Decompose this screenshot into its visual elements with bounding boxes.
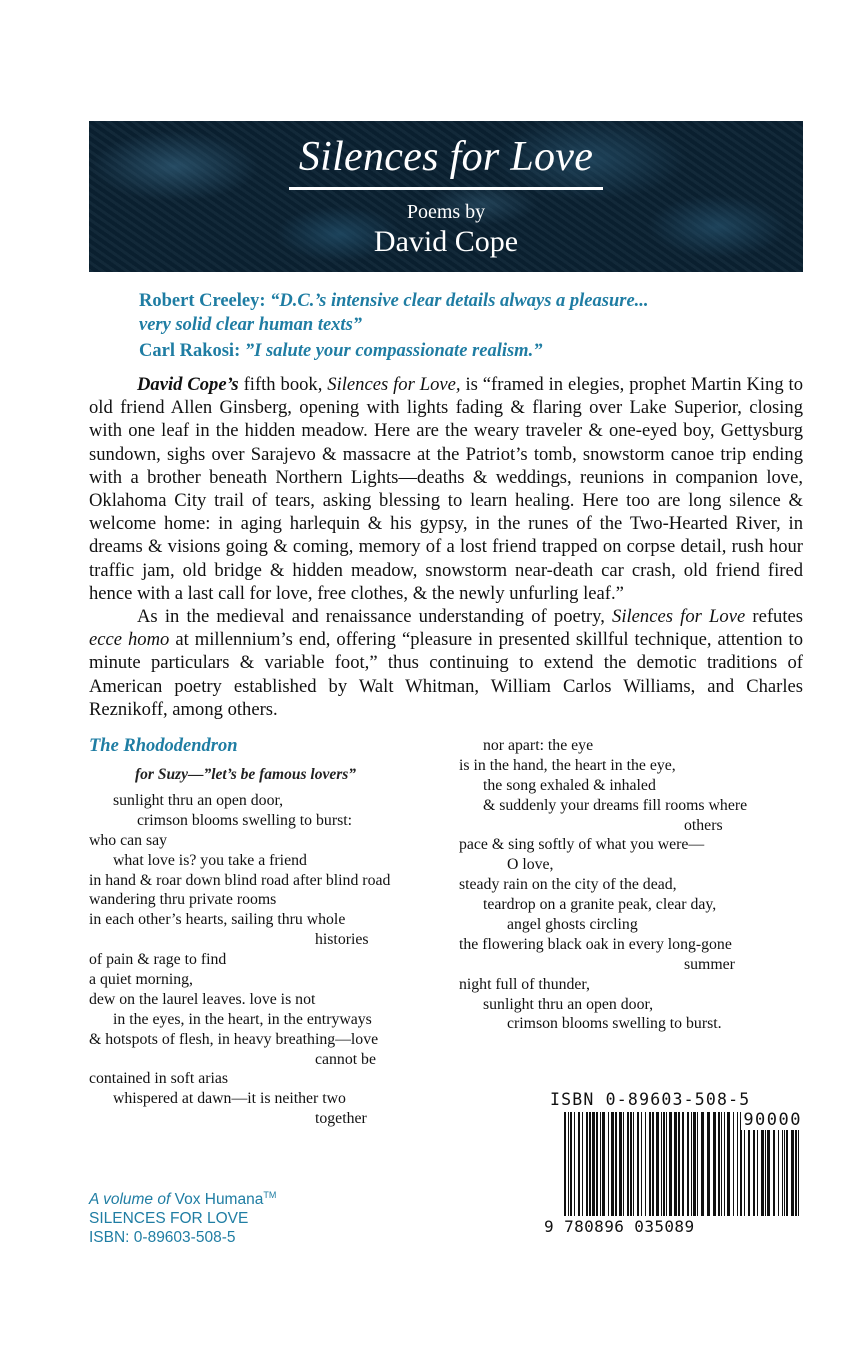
description-text: is “framed in elegies, prophet Martin King to old friend Allen Ginsberg, opening with lights fading & flaring over Lake Superior, closing with one leaf in the hidden meadow. Here are the weary traveler & one-eyed boy, Gettysburg sundown, sighs over Sarajevo & massacre at the Patriot’s tomb, snowstorm canoe trip ending with a brother beneath Northern Lights—deaths & weddings, reunions in companion love, Oklahoma City trail of tears, asking blessing to learn healing. Here too are long silence & welcome home: in aging harlequin & his gypsy, in the runes of the Two-Hearted River, in dreams & visions going & coming, memory of a lost friend trapped on corpse detail, rush hour traffic jam, old bridge & hidden meadow, snowstorm near-death car crash, old friend fired hence with a last call for love, free clothes, & the newly unfurling leaf.” — [89, 374, 804, 604]
blurbs — [139, 289, 779, 363]
barcode-bar — [678, 1112, 680, 1216]
barcode-bar — [721, 1112, 722, 1216]
poem-line: of pain & rage to find — [89, 951, 227, 969]
poem-line: together — [315, 1110, 367, 1128]
barcode-digits: 9 780896 035089 — [544, 1217, 695, 1236]
title-rule — [289, 187, 603, 190]
barcode-bar — [619, 1112, 622, 1216]
barcode-bar — [666, 1112, 667, 1216]
description-paragraph — [89, 373, 803, 605]
author-name: David Cope — [373, 225, 519, 258]
book-description — [89, 373, 803, 721]
poem-line: is in the hand, the heart in the eye, — [459, 756, 676, 774]
description-text: As in the medieval and renaissance understanding of poetry, — [137, 606, 613, 628]
imprint-series-label: A volume of — [89, 1191, 171, 1209]
barcode-bar — [727, 1112, 730, 1216]
description-text: refutes — [745, 606, 803, 628]
poem-line: in each other’s hearts, sailing thru whole — [89, 911, 346, 929]
imprint-series — [89, 1186, 276, 1209]
description-author: David Cope’s — [137, 374, 239, 395]
poem-line: & hotspots of flesh, in heavy breathing—love — [89, 1030, 379, 1048]
poem-line: night full of thunder, — [459, 975, 590, 993]
blurb-creeley-cont — [139, 313, 779, 337]
barcode-bar — [701, 1112, 704, 1216]
description-latin: ecce homo — [89, 629, 170, 651]
barcode-bar — [693, 1112, 696, 1216]
barcode — [544, 1090, 806, 1236]
blurb-name: Robert Creeley: — [139, 291, 266, 311]
poem-dedication: for Suzy—”let’s be famous lovers” — [135, 766, 357, 783]
barcode-bar — [661, 1112, 662, 1216]
barcode-bar — [596, 1112, 598, 1216]
barcode-bar — [649, 1112, 651, 1216]
barcode-bar — [564, 1112, 566, 1216]
barcode-bar — [656, 1112, 659, 1216]
imprint-title: SILENCES FOR LOVE — [89, 1210, 249, 1228]
poem-line: dew on the laurel leaves. love is not — [89, 990, 316, 1008]
barcode-bar — [724, 1112, 725, 1216]
poem-line: wandering thru private rooms — [89, 891, 277, 909]
poem-line: angel ghosts circling — [507, 916, 638, 934]
poem-line: others — [684, 816, 723, 834]
poem-line: whispered at dawn—it is neither two — [113, 1090, 346, 1108]
barcode-bar — [568, 1112, 569, 1216]
trademark: TM — [263, 1190, 277, 1200]
barcode-bar — [697, 1112, 698, 1216]
barcode-bar — [674, 1112, 677, 1216]
description-title: Silences for Love, — [327, 374, 461, 395]
title-banner — [89, 121, 803, 272]
barcode-bar — [737, 1112, 738, 1216]
poem-line: O love, — [507, 856, 554, 874]
blurb-quote: very solid clear human texts” — [139, 315, 363, 335]
barcode-bar — [589, 1112, 591, 1216]
barcode-bar — [652, 1112, 654, 1216]
barcode-bar — [592, 1112, 595, 1216]
poem-line: pace & sing softly of what you were— — [459, 836, 705, 854]
poem-line: crimson blooms swelling to burst: — [137, 811, 353, 829]
barcode-bar — [586, 1112, 588, 1216]
barcode-bar — [641, 1112, 642, 1216]
blurb-quote: “D.C.’s intensive clear details always a pleasure... — [270, 291, 649, 311]
description-paragraph — [89, 605, 803, 721]
barcode-bar — [637, 1112, 639, 1216]
barcode-bar — [718, 1112, 720, 1216]
description-text: at millennium’s end, offering “pleasure in presented skillful technique, attention to minute particulars & variable foot,” thus continuing to extend the demotic traditions of American poetry established by Walt Whitman, William Carlos Williams, and Charles Reznikoff, among others. — [89, 629, 803, 720]
poem-line: the song exhaled & inhaled — [483, 776, 656, 794]
barcode-isbn: ISBN 0-89603-508-5 — [550, 1090, 751, 1109]
barcode-bar — [663, 1112, 665, 1216]
blurb-rakosi — [139, 339, 779, 363]
barcode-bar — [627, 1112, 629, 1216]
poem-line: sunlight thru an open door, — [483, 995, 654, 1013]
barcode-bar — [574, 1112, 575, 1216]
barcode-bar — [669, 1112, 672, 1216]
imprint-isbn: ISBN: 0-89603-508-5 — [89, 1229, 236, 1247]
blurb-name: Carl Rakosi: — [139, 341, 241, 361]
barcode-bar — [608, 1112, 609, 1216]
poem-line: in the eyes, in the heart, in the entryways — [113, 1010, 372, 1028]
barcode-bar — [687, 1112, 689, 1216]
barcode-bar — [682, 1112, 684, 1216]
barcode-bar — [691, 1112, 692, 1216]
poem-column-right — [459, 736, 789, 1034]
poem-line: what love is? you take a friend — [113, 851, 307, 869]
barcode-bar — [733, 1112, 734, 1216]
barcode-bar — [611, 1112, 614, 1216]
poem-line: histories — [315, 931, 369, 949]
poem-line: cannot be — [315, 1050, 376, 1068]
description-title: Silences for Love — [612, 606, 746, 628]
poem-line: who can say — [89, 831, 168, 849]
poem-line: a quiet morning, — [89, 971, 193, 989]
barcode-bar — [633, 1112, 634, 1216]
poem-line: summer — [684, 955, 735, 973]
barcode-bar — [645, 1112, 646, 1216]
barcode-bar — [615, 1112, 617, 1216]
barcode-bar — [582, 1112, 583, 1216]
byline: Poems by — [406, 201, 486, 223]
poem-title: The Rhododendron — [89, 736, 238, 756]
poem-line: sunlight thru an open door, — [113, 792, 284, 809]
poem-line: teardrop on a granite peak, clear day, — [483, 896, 717, 914]
blurb-quote: ”I salute your compassionate realism.” — [244, 341, 543, 361]
barcode-bar — [630, 1112, 632, 1216]
description-text: fifth book, — [238, 374, 328, 395]
imprint — [89, 1186, 276, 1247]
barcode-price-code: 90000 — [743, 1110, 802, 1130]
barcode-bar — [713, 1112, 716, 1216]
barcode-bar — [707, 1112, 710, 1216]
blurb-creeley — [139, 289, 779, 313]
poem-line: nor apart: the eye — [483, 737, 594, 754]
barcode-bar — [600, 1112, 601, 1216]
poem-line: contained in soft arias — [89, 1070, 229, 1088]
poem-line: crimson blooms swelling to burst. — [507, 1015, 722, 1033]
poem-line: steady rain on the city of the dead, — [459, 876, 677, 894]
poem-column-left — [89, 791, 389, 1129]
poem-line: & suddenly your dreams fill rooms where — [483, 796, 748, 814]
imprint-series-name: Vox Humana — [170, 1191, 264, 1209]
barcode-bar — [623, 1112, 624, 1216]
poem-line: in hand & roar down blind road after blind road — [89, 871, 391, 889]
barcode-bar — [578, 1112, 580, 1216]
barcode-bar — [570, 1112, 572, 1216]
book-title: Silences for Love — [298, 134, 594, 180]
barcode-bar — [602, 1112, 605, 1216]
poem-line: the flowering black oak in every long-gone — [459, 935, 732, 953]
